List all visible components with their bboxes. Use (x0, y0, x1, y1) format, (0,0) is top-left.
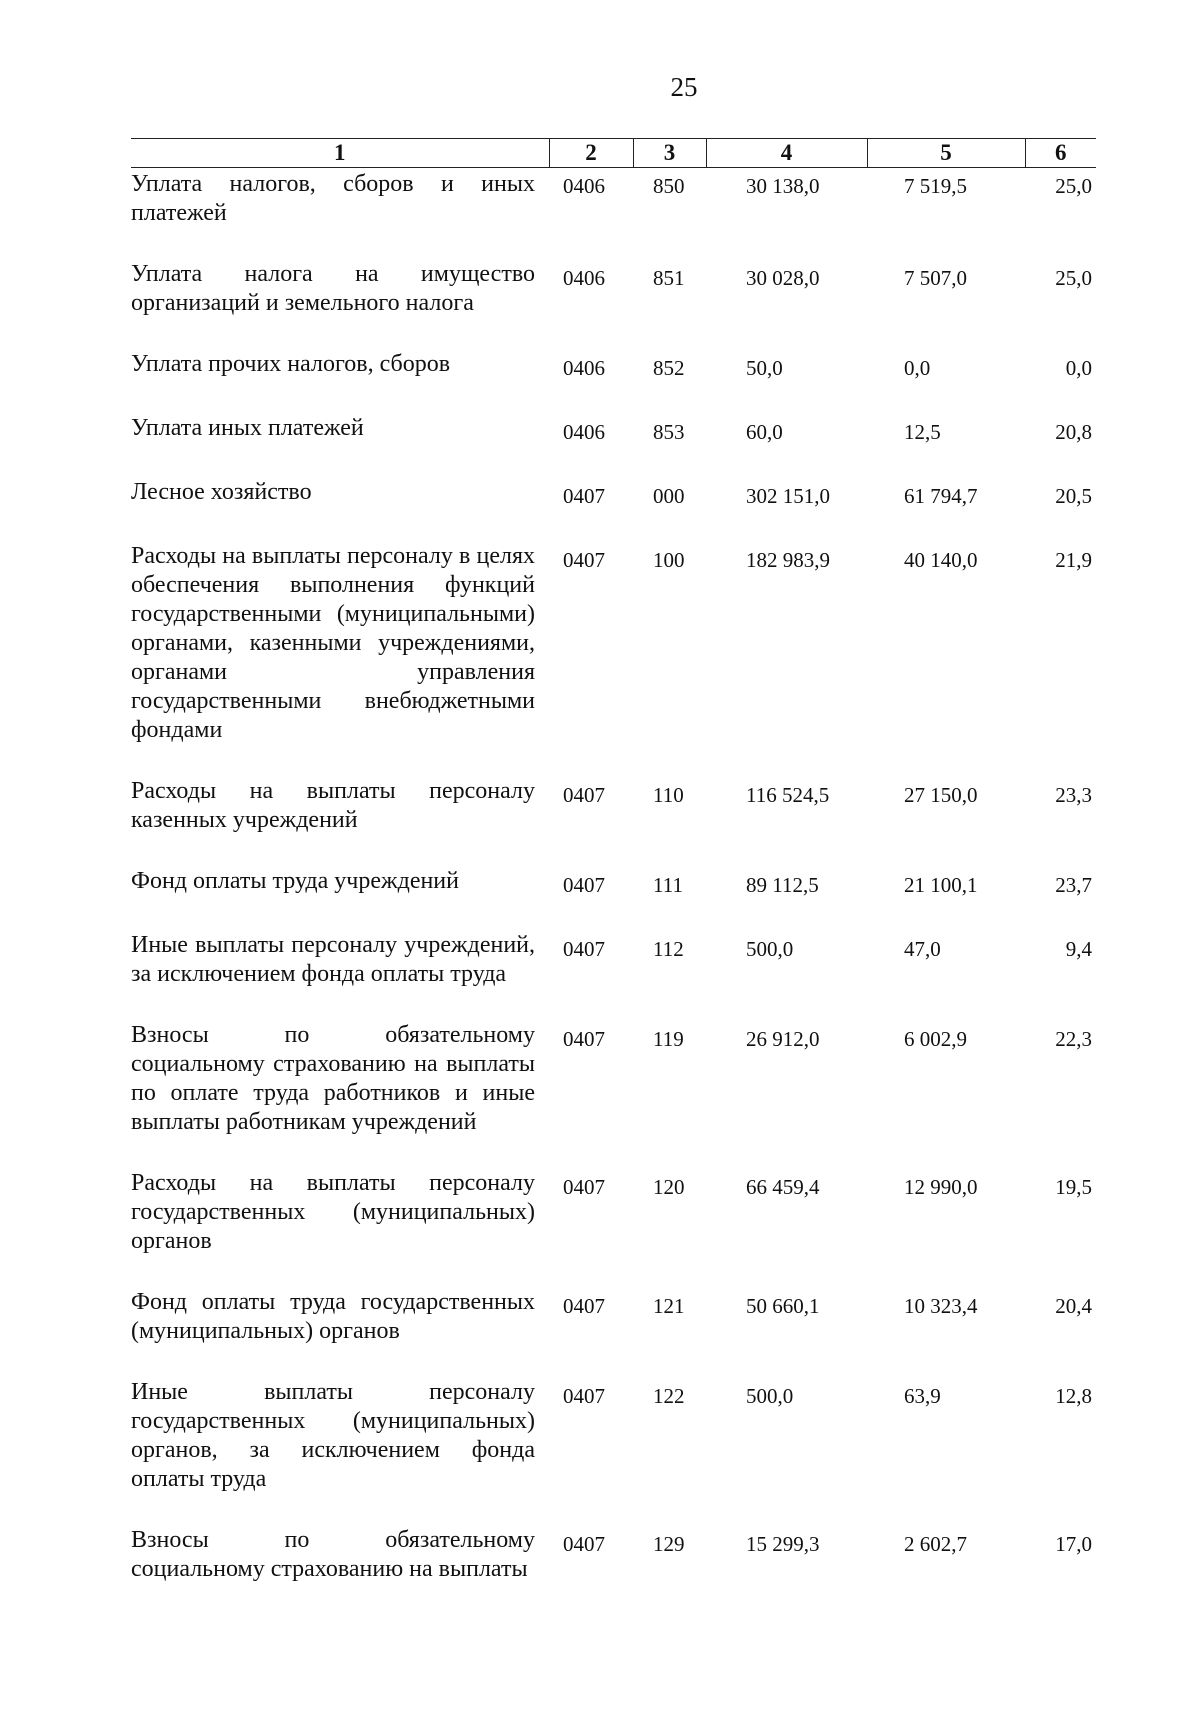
row-section-code: 0407 (563, 1532, 605, 1556)
row-expense-type-code: 850 (653, 174, 685, 198)
row-name: Уплата прочих налогов, сборов (131, 351, 451, 377)
row-name: Фонд оплаты труда государственных (муниципальных) органов (131, 1289, 535, 1344)
table-row (131, 1021, 1096, 1169)
table-row (131, 1169, 1096, 1288)
row-section-code: 0407 (563, 873, 605, 897)
row-execution-value: 2 602,7 (904, 1532, 967, 1556)
row-execution-percent: 20,8 (1055, 420, 1092, 444)
row-plan-value: 30 138,0 (746, 174, 820, 198)
row-execution-value: 40 140,0 (904, 548, 978, 572)
row-section-code: 0407 (563, 783, 605, 807)
row-execution-percent: 23,7 (1055, 873, 1092, 897)
row-expense-type-code: 120 (653, 1175, 685, 1199)
row-expense-type-code: 112 (653, 937, 684, 961)
table-row (131, 867, 1096, 931)
row-section-code: 0407 (563, 1027, 605, 1051)
row-expense-type-code: 122 (653, 1384, 685, 1408)
row-expense-type-code: 000 (653, 484, 685, 508)
row-expense-type-code: 853 (653, 420, 685, 444)
row-execution-percent: 9,4 (1065, 937, 1092, 961)
row-execution-percent: 25,0 (1055, 174, 1092, 198)
row-plan-value: 30 028,0 (746, 266, 820, 290)
row-section-code: 0407 (563, 1384, 605, 1408)
table-row (131, 1526, 1096, 1616)
row-plan-value: 302 151,0 (746, 484, 830, 508)
row-name: Уплата налогов, сборов и иных платежей (131, 171, 535, 226)
row-execution-percent: 20,5 (1055, 484, 1092, 508)
row-expense-type-code: 100 (653, 548, 685, 572)
row-section-code: 0407 (563, 548, 605, 572)
column-header-plan: 4 (706, 139, 867, 168)
row-name: Лесное хозяйство (131, 479, 312, 505)
table-row (131, 260, 1096, 350)
table-row (131, 777, 1096, 867)
row-plan-value: 89 112,5 (746, 873, 819, 897)
row-execution-percent: 23,3 (1055, 783, 1092, 807)
row-section-code: 0407 (563, 1175, 605, 1199)
row-execution-value: 27 150,0 (904, 783, 978, 807)
table-row (131, 1378, 1096, 1526)
row-plan-value: 500,0 (746, 937, 794, 961)
row-name: Фонд оплаты труда учреждений (131, 868, 459, 894)
row-plan-value: 50,0 (746, 356, 783, 380)
row-plan-value: 182 983,9 (746, 548, 830, 572)
row-plan-value: 60,0 (746, 420, 783, 444)
table-body (131, 168, 1096, 1617)
row-execution-value: 0,0 (904, 356, 931, 380)
row-execution-percent: 20,4 (1055, 1294, 1092, 1318)
row-expense-type-code: 121 (653, 1294, 685, 1318)
row-expense-type-code: 129 (653, 1532, 685, 1556)
column-header-pct: 6 (1025, 139, 1096, 168)
row-expense-type-code: 110 (653, 783, 684, 807)
row-execution-percent: 25,0 (1055, 266, 1092, 290)
row-execution-value: 21 100,1 (904, 873, 978, 897)
row-section-code: 0407 (563, 484, 605, 508)
row-execution-percent: 12,8 (1055, 1384, 1092, 1408)
row-expense-type-code: 852 (653, 356, 685, 380)
row-execution-value: 12 990,0 (904, 1175, 978, 1199)
row-execution-percent: 21,9 (1055, 548, 1092, 572)
table-row (131, 414, 1096, 478)
row-plan-value: 500,0 (746, 1384, 794, 1408)
row-execution-value: 61 794,7 (904, 484, 978, 508)
row-section-code: 0406 (563, 356, 605, 380)
column-header-exec: 5 (867, 139, 1025, 168)
row-name: Расходы на выплаты персоналу в целях обеспечения выполнения функций государственными (муниципальными) органами, казенными учреждениями, органами управления государственными внебюджетными фондами (131, 543, 535, 743)
row-execution-percent: 0,0 (1065, 356, 1092, 380)
page-number: 25 (670, 72, 698, 102)
table-row (131, 542, 1096, 777)
row-section-code: 0406 (563, 266, 605, 290)
row-execution-value: 7 519,5 (904, 174, 967, 198)
header-row (131, 139, 1096, 168)
row-expense-type-code: 119 (653, 1027, 684, 1051)
row-execution-percent: 22,3 (1055, 1027, 1092, 1051)
row-execution-percent: 19,5 (1055, 1175, 1092, 1199)
row-plan-value: 26 912,0 (746, 1027, 820, 1051)
row-execution-value: 6 002,9 (904, 1027, 967, 1051)
table-row (131, 1288, 1096, 1378)
table-header (131, 139, 1096, 168)
row-section-code: 0406 (563, 174, 605, 198)
column-header-type: 3 (633, 139, 706, 168)
row-section-code: 0406 (563, 420, 605, 444)
row-section-code: 0407 (563, 937, 605, 961)
row-name: Уплата налога на имущество организаций и земельного налога (131, 261, 535, 316)
row-name: Иные выплаты персоналу учреждений, за исключением фонда оплаты труда (131, 932, 535, 987)
row-name: Взносы по обязательному социальному страхованию на выплаты по оплате труда работников и иные выплаты работникам учреждений (131, 1022, 535, 1135)
column-header-name: 1 (131, 139, 549, 168)
row-plan-value: 15 299,3 (746, 1532, 820, 1556)
row-plan-value: 116 524,5 (746, 783, 830, 807)
row-plan-value: 50 660,1 (746, 1294, 820, 1318)
budget-table (131, 138, 1096, 1616)
row-execution-value: 7 507,0 (904, 266, 967, 290)
row-name: Расходы на выплаты персоналу государственных (муниципальных) органов (131, 1170, 535, 1254)
row-execution-value: 47,0 (904, 937, 941, 961)
column-header-section: 2 (549, 139, 633, 168)
row-name: Иные выплаты персоналу государственных (муниципальных) органов, за исключением фонда оплаты труда (131, 1379, 535, 1492)
row-execution-percent: 17,0 (1055, 1532, 1092, 1556)
row-section-code: 0407 (563, 1294, 605, 1318)
table-row (131, 350, 1096, 414)
row-expense-type-code: 111 (653, 873, 683, 897)
row-expense-type-code: 851 (653, 266, 685, 290)
row-execution-value: 12,5 (904, 420, 941, 444)
row-execution-value: 63,9 (904, 1384, 941, 1408)
row-name: Расходы на выплаты персоналу казенных учреждений (131, 778, 535, 833)
table-row (131, 931, 1096, 1021)
row-plan-value: 66 459,4 (746, 1175, 820, 1199)
row-name: Взносы по обязательному социальному страхованию на выплаты (131, 1527, 535, 1582)
table-row (131, 168, 1096, 261)
table-row (131, 478, 1096, 542)
row-name: Уплата иных платежей (131, 415, 364, 441)
row-execution-value: 10 323,4 (904, 1294, 978, 1318)
